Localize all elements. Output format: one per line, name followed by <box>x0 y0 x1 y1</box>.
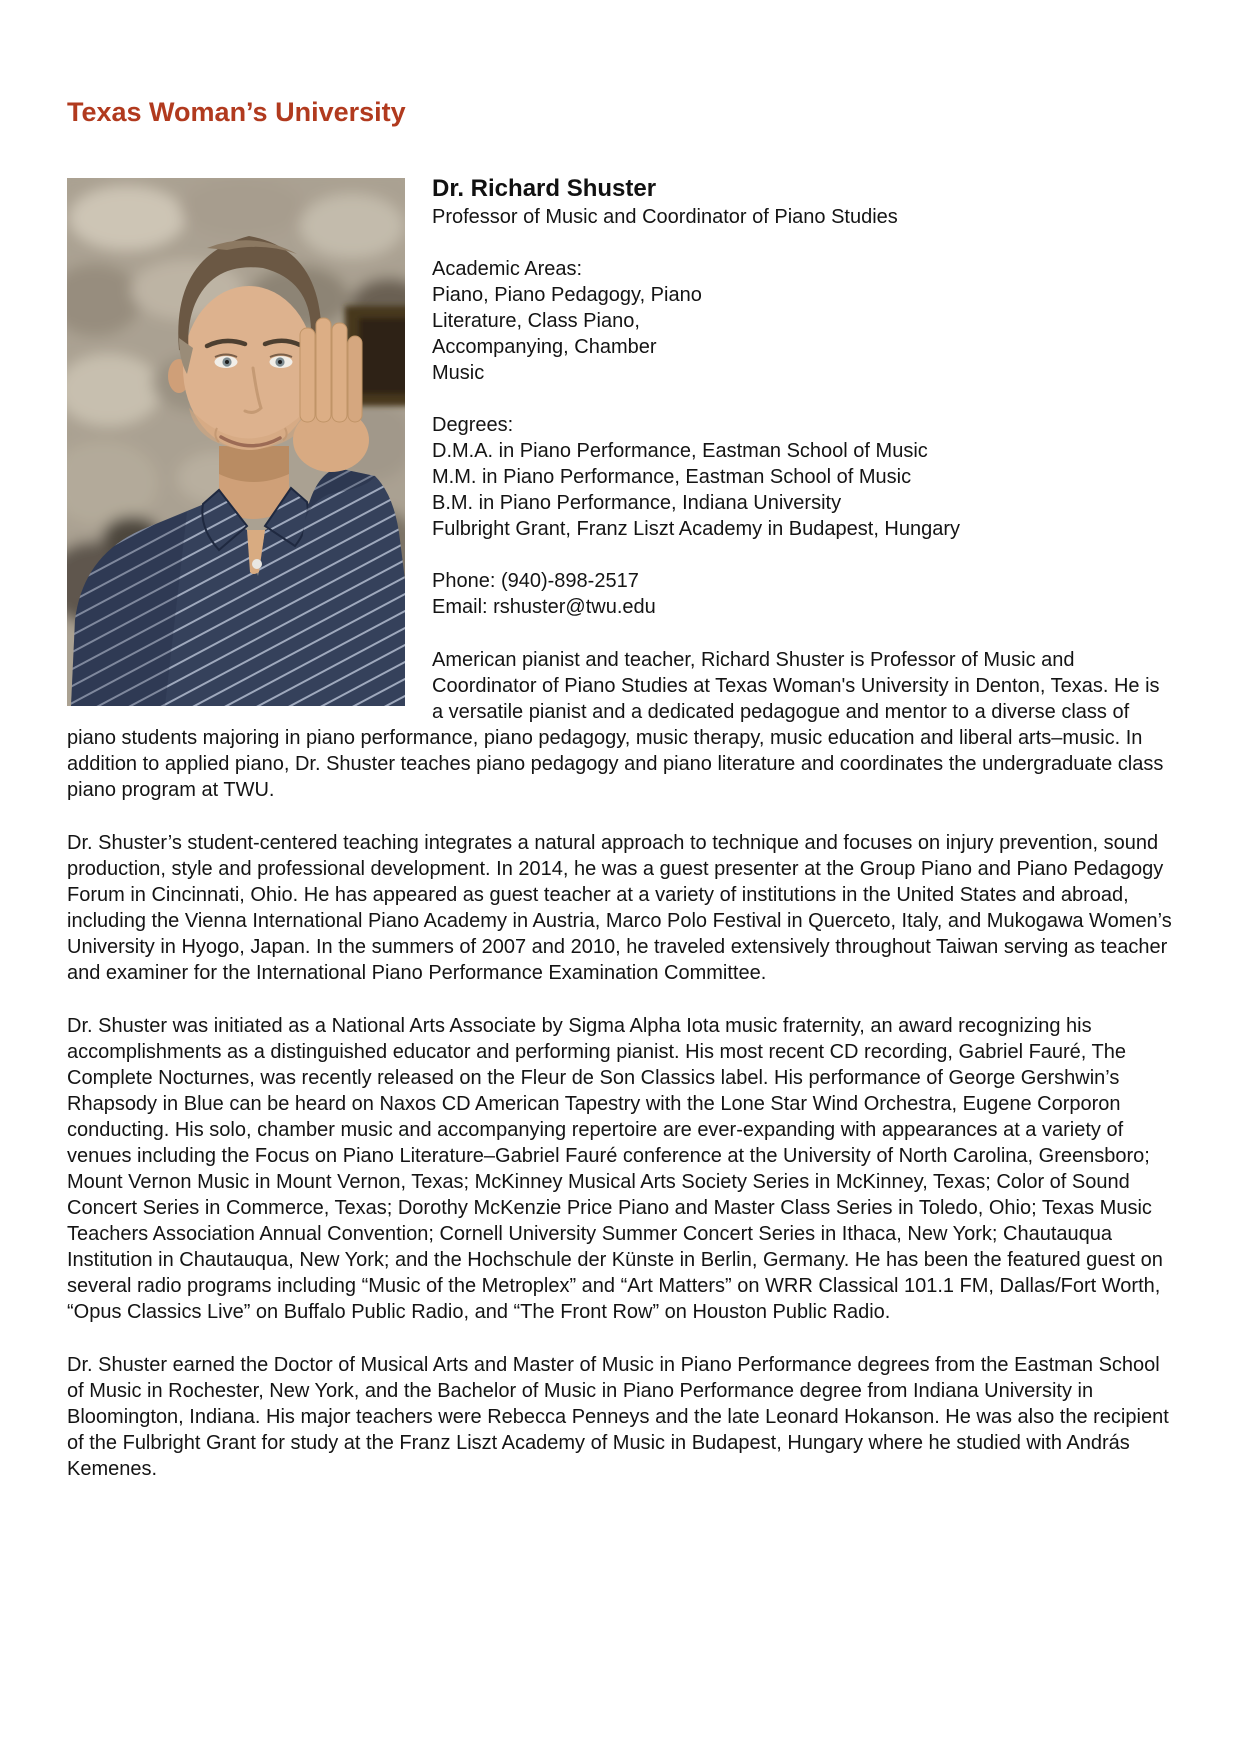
degree-line: Fulbright Grant, Franz Liszt Academy in Budapest, Hungary <box>432 518 961 540</box>
bio-content <box>67 174 1172 1482</box>
university-heading: Texas Woman’s University <box>67 97 406 127</box>
person-title: Professor of Music and Coordinator of Piano Studies <box>432 206 898 228</box>
academic-areas-label: Academic Areas: <box>432 258 583 280</box>
bio-paragraph: Dr. Shuster’s student-centered teaching integrates a natural approach to technique and focuses on injury prevention, sound production, style and professional development. In 2014, he was a guest presenter at the Group Piano and Piano Pedagogy Forum in Cincinnati, Ohio. He has appeared as guest teacher at a variety of institutions in the United States and abroad, including the Vienna International Piano Academy in Austria, Marco Polo Festival in Querceto, Italy, and Mukogawa Women’s University in Hyogo, Japan. In the summers of 2007 and 2010, he traveled extensively throughout Taiwan serving as teacher and examiner for the International Piano Performance Examination Committee. <box>67 832 1172 984</box>
hand-on-cheek <box>293 318 369 472</box>
bio-paragraph: Dr. Shuster earned the Doctor of Musical Arts and Master of Music in Piano Performance degrees from the Eastman School of Music in Rochester, New York, and the Bachelor of Music in Piano Performance degree from Indiana University in Bloomington, Indiana. His major teachers were Rebecca Penneys and the late Leonard Hokanson. He was also the recipient of the Fulbright Grant for study at the Franz Liszt Academy of Music in Budapest, Hungary where he studied with András Kemenes. <box>67 1354 1169 1480</box>
bio-paragraph: American pianist and teacher, Richard Shuster is Professor of Music and Coordinator of Piano Studies at Texas Woman's University in Denton, Texas. He is a versatile pianist and a dedicated pedagogue and mentor to a diverse class of piano students majoring in piano performance, piano pedagogy, music therapy, music education and liberal arts–music. In addition to applied piano, Dr. Shuster teaches piano pedagogy and piano literature and coordinates the undergraduate class piano program at TWU. <box>67 649 1164 801</box>
email-label: Email: <box>432 596 488 618</box>
portrait-photo <box>67 178 405 706</box>
person-name: Dr. Richard Shuster <box>432 175 657 202</box>
portrait-illustration <box>67 178 405 706</box>
degree-line: M.M. in Piano Performance, Eastman School of Music <box>432 466 912 488</box>
degrees-label: Degrees: <box>432 414 514 436</box>
academic-areas-text: Piano, Piano Pedagogy, Piano Literature, Class Piano, Accompanying, Chamber Music <box>432 284 702 384</box>
bio-paragraph: Dr. Shuster was initiated as a National Arts Associate by Sigma Alpha Iota music fraternity, an award recognizing his accomplishments as a distinguished educator and performing pianist. His most recent CD recording, Gabriel Fauré, The Complete Nocturnes, was recently released on the Fleur de Son Classics label. His performance of George Gershwin’s Rhapsody in Blue can be heard on Naxos CD American Tapestry with the Lone Star Wind Orchestra, Eugene Corporon conducting. His solo, chamber music and accompanying repertoire are ever-expanding with appearances at a variety of venues including the Focus on Piano Literature–Gabriel Fauré conference at the University of North Carolina, Greensboro; Mount Vernon Music in Mount Vernon, Texas; McKinney Musical Arts Society Series in McKinney, Texas; Color of Sound Concert Series in Commerce, Texas; Dorothy McKenzie Price Piano and Master Class Series in Toledo, Ohio; Texas Music Teachers Association Annual Convention; Cornell University Summer Concert Series in Ithaca, New York; Chautauqua Institution in Chautauqua, New York; and the Hochschule der Künste in Berlin, Germany. He has been the featured guest on several radio programs including “Music of the Metroplex” and “Art Matters” on WRR Classical 101.1 FM, Dallas/Fort Worth, “Opus Classics Live” on Buffalo Public Radio, and “The Front Row” on Houston Public Radio. <box>67 1015 1163 1323</box>
phone-label: Phone: <box>432 570 496 592</box>
email-value: rshuster@twu.edu <box>493 596 656 618</box>
phone-value: (940)-898-2517 <box>500 570 639 592</box>
degree-line: D.M.A. in Piano Performance, Eastman School of Music <box>432 440 928 462</box>
degree-line: B.M. in Piano Performance, Indiana University <box>432 492 842 514</box>
